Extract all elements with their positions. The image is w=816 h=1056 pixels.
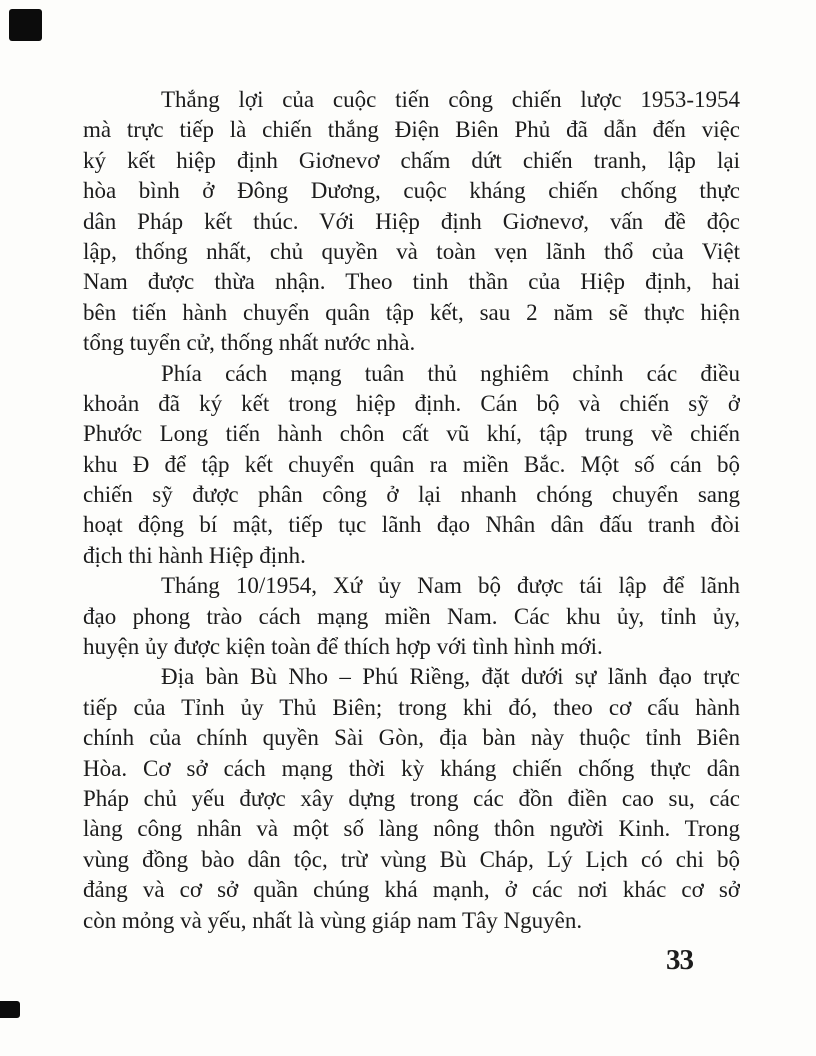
page-number: 33 bbox=[666, 944, 693, 976]
paragraph bbox=[83, 571, 740, 662]
paragraph bbox=[83, 662, 740, 936]
text-line: đạo phong trào cách mạng miền Nam. Các khu ủy, tỉnh ủy, bbox=[83, 603, 740, 629]
text-line: làng công nhân và một số làng nông thôn người Kinh. Trong bbox=[83, 816, 740, 842]
text-line: mà trực tiếp là chiến thắng Điện Biên Phủ đã dẫn đến việc bbox=[83, 117, 740, 143]
text-line: Địa bàn Bù Nho – Phú Riềng, đặt dưới sự lãnh đạo trực bbox=[161, 664, 740, 690]
text-line: tổng tuyển cử, thống nhất nước nhà. bbox=[83, 330, 416, 356]
paragraph bbox=[83, 85, 740, 359]
text-line: bên tiến hành chuyển quân tập kết, sau 2 năm sẽ thực hiện bbox=[83, 299, 740, 325]
text-line: hòa bình ở Đông Dương, cuộc kháng chiến chống thực bbox=[83, 178, 740, 204]
text-line: huyện ủy được kiện toàn để thích hợp với tình hình mới. bbox=[83, 634, 603, 660]
paragraph bbox=[83, 359, 740, 572]
scan-artifact-top-left bbox=[9, 9, 42, 41]
text-line: Hòa. Cơ sở cách mạng thời kỳ kháng chiến chống thực dân bbox=[83, 755, 740, 781]
text-line: dân Pháp kết thúc. Với Hiệp định Giơnevơ, vấn đề độc bbox=[83, 208, 740, 234]
text-line: Tháng 10/1954, Xứ ủy Nam bộ được tái lập để lãnh bbox=[161, 573, 740, 599]
text-line: hoạt động bí mật, tiếp tục lãnh đạo Nhân dân đấu tranh đòi bbox=[83, 512, 740, 538]
text-line: Phía cách mạng tuân thủ nghiêm chỉnh các điều bbox=[161, 360, 740, 386]
text-line: Thắng lợi của cuộc tiến công chiến lược 1953-1954 bbox=[161, 87, 740, 112]
text-line: chính của chính quyền Sài Gòn, địa bàn này thuộc tỉnh Biên bbox=[83, 725, 740, 751]
page-text-block bbox=[83, 85, 740, 936]
text-line: địch thi hành Hiệp định. bbox=[83, 542, 306, 568]
text-line: Nam được thừa nhận. Theo tinh thần của Hiệp định, hai bbox=[83, 269, 740, 295]
text-line: lập, thống nhất, chủ quyền và toàn vẹn lãnh thổ của Việt bbox=[83, 238, 740, 264]
text-line: ký kết hiệp định Giơnevơ chấm dứt chiến tranh, lập lại bbox=[83, 147, 740, 173]
text-line: vùng đồng bào dân tộc, trừ vùng Bù Cháp, Lý Lịch có chi bộ bbox=[83, 846, 740, 872]
text-line: khu Đ để tập kết chuyển quân ra miền Bắc. Một số cán bộ bbox=[83, 451, 740, 477]
text-line: khoản đã ký kết trong hiệp định. Cán bộ và chiến sỹ ở bbox=[83, 390, 740, 416]
scan-artifact-bottom-left bbox=[0, 1001, 20, 1018]
text-line: Phước Long tiến hành chôn cất vũ khí, tập trung về chiến bbox=[83, 421, 740, 447]
text-line: Pháp chủ yếu được xây dựng trong các đồn điền cao su, các bbox=[83, 785, 740, 811]
text-line: đảng và cơ sở quần chúng khá mạnh, ở các nơi khác cơ sở bbox=[83, 877, 740, 903]
text-line: chiến sỹ được phân công ở lại nhanh chóng chuyển sang bbox=[83, 482, 740, 508]
text-line: tiếp của Tỉnh ủy Thủ Biên; trong khi đó, theo cơ cấu hành bbox=[83, 694, 740, 720]
text-line: còn mỏng và yếu, nhất là vùng giáp nam Tây Nguyên. bbox=[83, 907, 583, 933]
